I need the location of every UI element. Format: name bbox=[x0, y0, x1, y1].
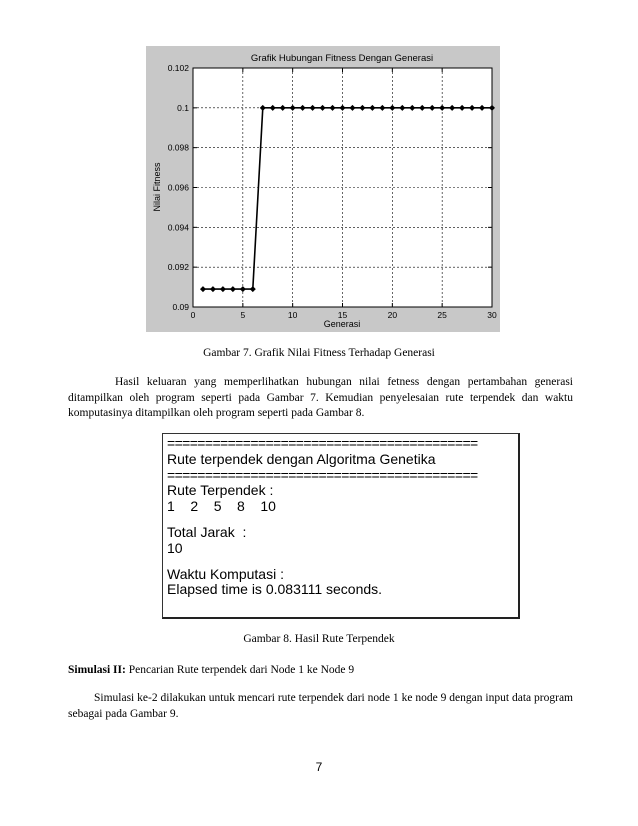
separator-line: ========================================= bbox=[167, 436, 478, 451]
y-tick-label: 0.098 bbox=[167, 142, 189, 153]
console-output-figure bbox=[162, 433, 520, 619]
figure-8-caption: Gambar 8. Hasil Rute Terpendek bbox=[243, 633, 395, 645]
distance-value: 10 bbox=[167, 539, 183, 556]
console-heading: Rute terpendek dengan Algoritma Genetika bbox=[167, 450, 436, 467]
x-tick-label: 20 bbox=[387, 310, 398, 320]
x-tick-label: 5 bbox=[240, 310, 246, 320]
paragraph-fitness-description: Hasil keluaran yang memperlihatkan hubungan nilai fetness dengan pertambahan generasi ditampilkan oleh program seperti pada Gambar 7. Kemudian penyelesaian rute terpendek dan waktu komputasinya ditampilkan oleh program seperti pada Gambar 8. bbox=[68, 376, 573, 419]
x-tick-label: 30 bbox=[487, 310, 497, 320]
fitness-chart bbox=[146, 46, 500, 332]
time-label: Waktu Komputasi : bbox=[167, 565, 284, 582]
x-tick-label: 0 bbox=[190, 310, 196, 320]
paragraph-simulation: Simulasi ke-2 dilakukan untuk mencari rute terpendek dari node 1 ke node 9 dengan input data program sebagai pada Gambar 9. bbox=[68, 692, 573, 720]
y-tick-label: 0.096 bbox=[167, 182, 189, 193]
y-axis-label: Nilai Fitness bbox=[152, 162, 162, 212]
x-tick-label: 10 bbox=[287, 310, 298, 320]
x-axis-label: Generasi bbox=[323, 319, 361, 329]
route-label: Rute Terpendek : bbox=[167, 482, 274, 499]
simulation-heading-bold: Simulasi II: bbox=[68, 664, 126, 676]
x-tick-label: 15 bbox=[337, 310, 348, 320]
figure-7-caption: Gambar 7. Grafik Nilai Fitness Terhadap Generasi bbox=[203, 347, 435, 359]
route-nodes: 1 2 5 8 10 bbox=[167, 498, 276, 515]
fitness-chart-figure bbox=[146, 46, 500, 332]
x-tick-label: 25 bbox=[437, 310, 447, 320]
y-tick-label: 0.09 bbox=[172, 302, 189, 312]
separator-line: ========================================= bbox=[167, 467, 478, 483]
y-tick-label: 0.1 bbox=[177, 102, 189, 113]
chart-title: Grafik Hubungan Fitness Dengan Generasi bbox=[250, 53, 434, 64]
simulation-heading-text: Pencarian Rute terpendek dari Node 1 ke Node 9 bbox=[125, 664, 355, 676]
time-value: Elapsed time is 0.083111 seconds. bbox=[167, 581, 383, 598]
page-number: 7 bbox=[315, 760, 323, 774]
distance-label: Total Jarak : bbox=[167, 523, 247, 540]
simulation-heading bbox=[68, 663, 573, 679]
y-tick-label: 0.102 bbox=[167, 63, 189, 73]
y-tick-label: 0.094 bbox=[167, 222, 189, 233]
y-tick-label: 0.092 bbox=[167, 262, 189, 273]
